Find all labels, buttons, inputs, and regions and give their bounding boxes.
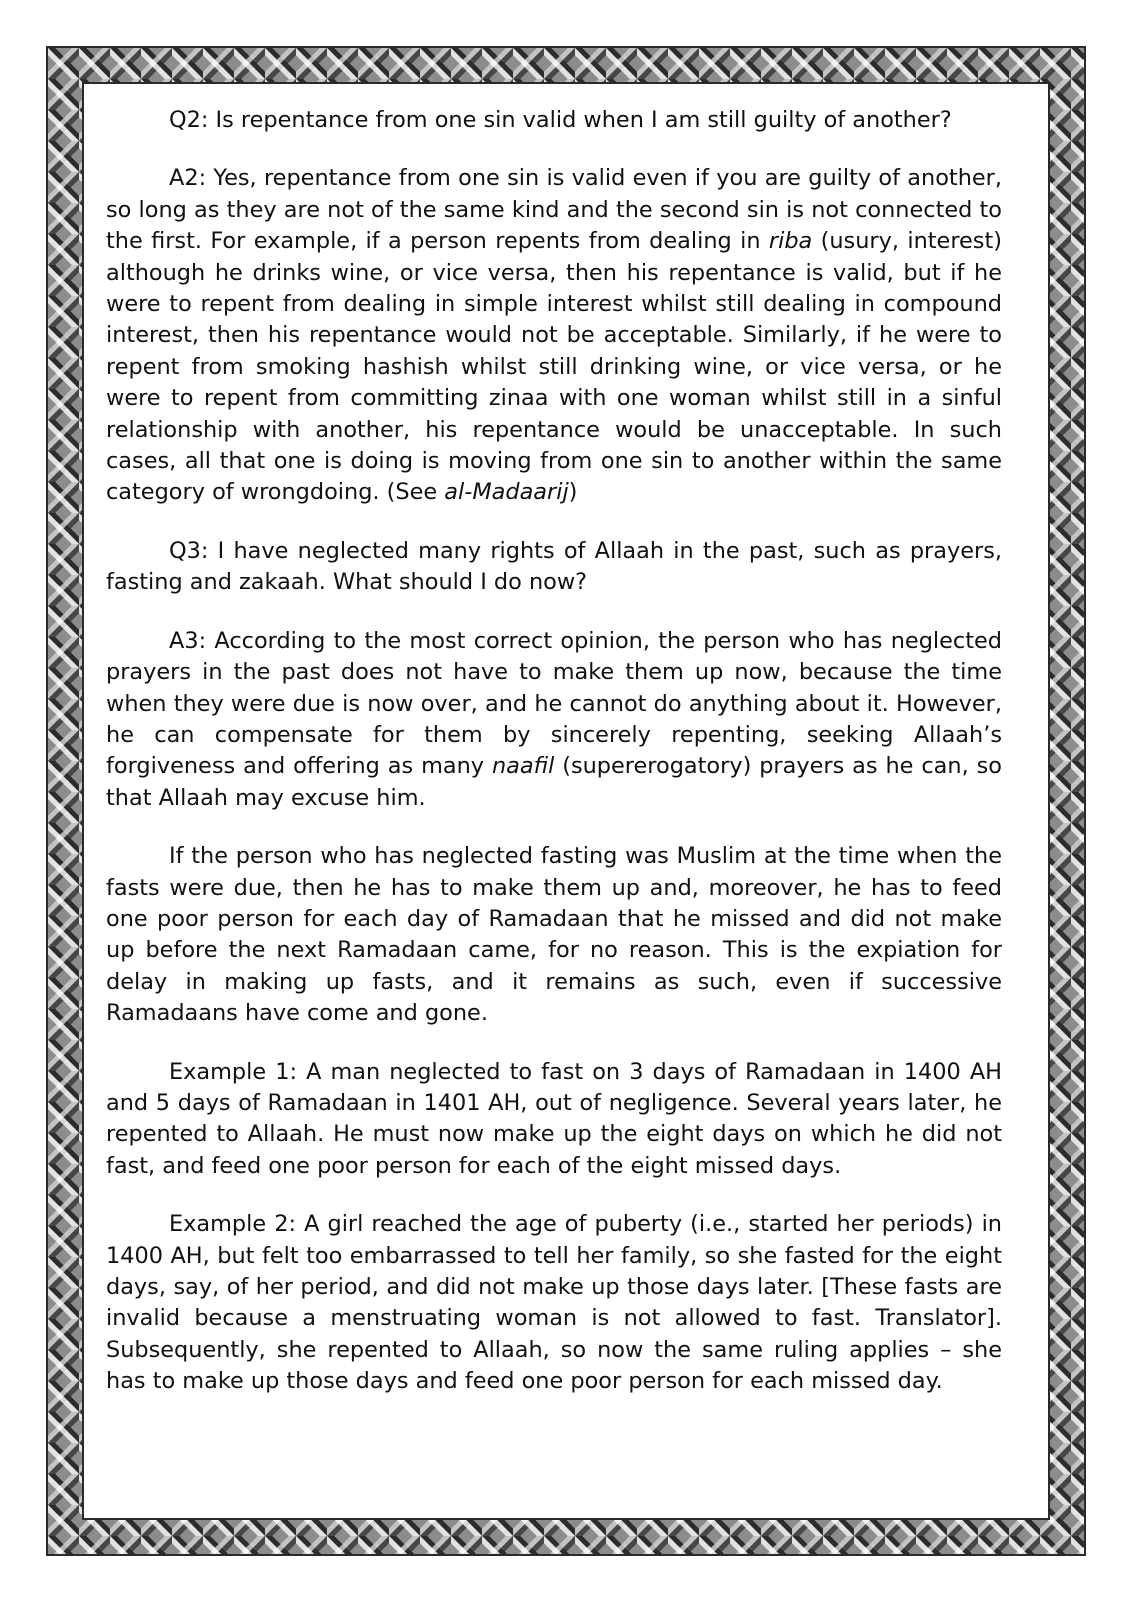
example-1-text: Example 1: A man neglected to fast on 3 days of Ramadaan in 1400 AH and 5 days of Ramadaan in 1401 AH, out of negligence. Several years later, he repented to Allaah. He must now make up the eight days on which he did not fast, and feed one poor person for each of the eight missed days. — [106, 1058, 1002, 1179]
a2-text-2: (usury, interest) although he drinks wine, or vice versa, then his repentance is valid, but if he were to repent from dealing in simple interest whilst still dealing in compound interest, then his repentance would not be acceptable. Similarly, if he were to repent from smoking hashish whilst still drinking wine, or vice versa, or he were to repent from committing zinaa with one woman whilst still in a sinful relationship with another, his repentance would be unacceptable. In such cases, all that one is doing is moving from one sin to another within the same category of wrongdoing. (See — [106, 228, 1002, 506]
paragraph-example-2 — [106, 1209, 1002, 1397]
fasting-text: If the person who has neglected fasting was Muslim at the time when the fasts were due, then he has to make them up and, moreover, he has to feed one poor person for each day of Ramadaan that he missed and did not make up before the next Ramadaan came, for no reason. This is the expiation for delay in making up fasts, and it remains as such, even if successive Ramadaans have come and gone. — [106, 843, 1002, 1027]
a3-term-naafil: naafil — [491, 753, 555, 780]
a3-text-2: (supererogatory) prayers as he can, so that Allaah may excuse him. — [106, 753, 1002, 811]
a2-text-3: ) — [568, 479, 578, 506]
paragraph-a3 — [106, 626, 1002, 814]
a2-text-1: A2: Yes, repentance from one sin is valid even if you are guilty of another, so long as they are not of the same kind and the second sin is not connected to the first. For example, if a person repents from dealing in — [106, 165, 1002, 255]
q2-text: Q2: Is repentance from one sin valid when I am still guilty of another? — [169, 107, 952, 133]
example-2-text: Example 2: A girl reached the age of puberty (i.e., started her periods) in 1400 AH, but felt too embarrassed to tell her family, so she fasted for the eight days, say, of her period, and did not make up those days later. [These fasts are invalid because a menstruating woman is not allowed to fast. Translator]. Subsequently, she repented to Allaah, so now the same ruling applies – she has to make up those days and feed one poor person for each missed day. — [106, 1211, 1002, 1395]
paragraph-fasting — [106, 841, 1002, 1029]
paragraph-a2 — [106, 163, 1002, 508]
page-content — [106, 105, 1002, 1425]
paragraph-q3 — [106, 536, 1002, 599]
a3-text-1: A3: According to the most correct opinion, the person who has neglected prayers in the past does not have to make them up now, because the time when they were due is now over, and he cannot do anything about it. However, he can compensate for them by sincerely repenting, seeking Allaah’s forgiveness and offering as many — [106, 627, 1002, 780]
paragraph-q2 — [106, 105, 1002, 136]
q3-text: Q3: I have neglected many rights of Allaah in the past, such as prayers, fasting and zakaah. What should I do now? — [106, 537, 1002, 596]
paragraph-example-1 — [106, 1057, 1002, 1183]
a2-ref-madaarij: al-Madaarij — [444, 479, 569, 506]
a2-term-riba: riba — [768, 228, 813, 255]
